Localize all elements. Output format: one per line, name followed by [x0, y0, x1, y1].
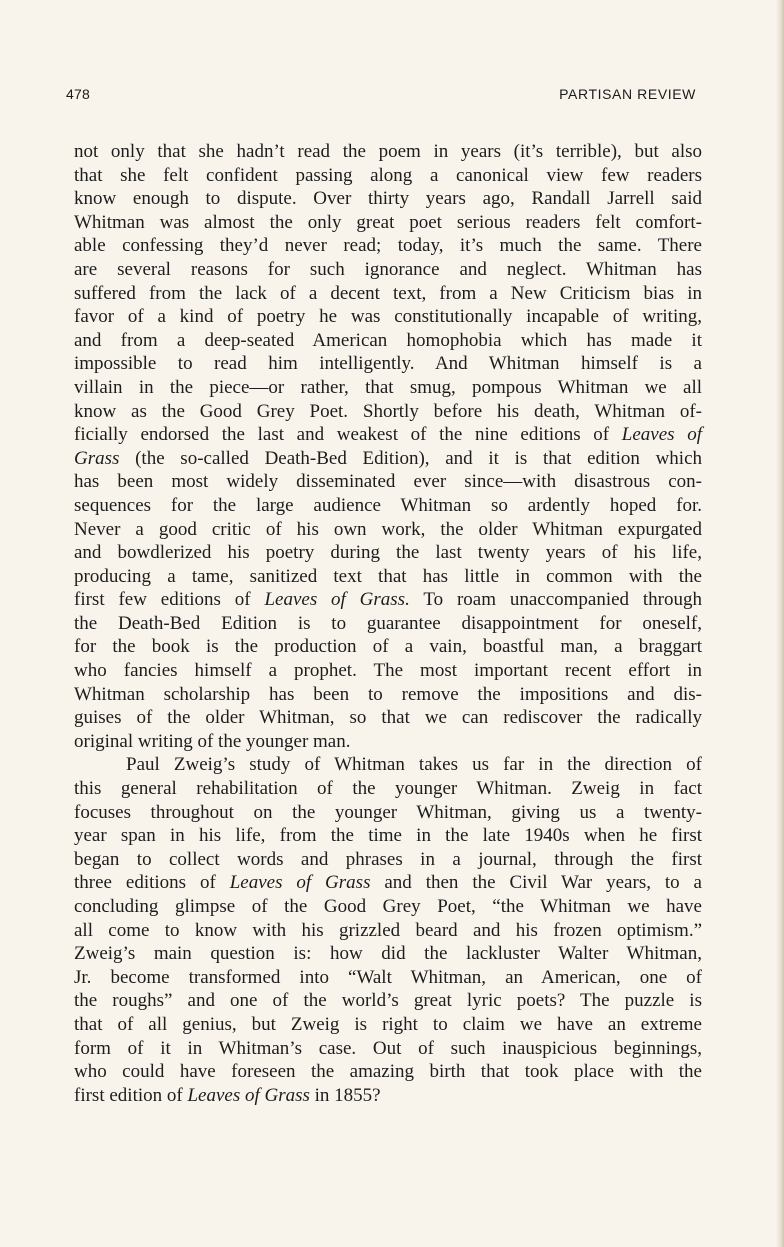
text-line: [74, 588, 702, 612]
text-line: [74, 470, 702, 494]
text-segment: villain in the piece—or rather, that smug, pompous Whitman we all: [74, 376, 702, 398]
text-line: [74, 1060, 702, 1084]
text-segment: ficially endorsed the last and weakest of the nine editions of: [74, 424, 622, 446]
text-line: [74, 423, 702, 447]
text-line: [74, 282, 702, 306]
text-line: [74, 777, 702, 801]
text-segment: first few editions of: [74, 589, 265, 611]
text-segment: that she felt confident passing along a canonical view few readers: [74, 164, 702, 186]
page-header: [66, 86, 696, 106]
text-segment: who could have foreseen the amazing birth that took place with the: [74, 1061, 702, 1083]
text-segment: guises of the older Whitman, so that we can rediscover the radically: [74, 707, 702, 729]
italic-title: Leaves of: [621, 424, 702, 446]
italic-title: Leaves of Grass.: [264, 589, 410, 611]
text-line: [74, 541, 702, 565]
text-segment: know enough to dispute. Over thirty years ago, Randall Jarrell said: [74, 188, 702, 210]
text-segment: year span in his life, from the time in the late 1940s when he first: [74, 825, 702, 847]
text-segment: has been most widely disseminated ever since—with disastrous con-: [74, 471, 702, 493]
text-segment: know as the Good Grey Poet. Shortly before his death, Whitman of-: [74, 400, 702, 422]
text-segment: not only that she hadn’t read the poem in years (it’s terrible), but also: [74, 141, 702, 162]
text-line: [74, 801, 702, 825]
text-line: [74, 706, 702, 730]
text-line: [74, 494, 702, 518]
paragraph: [74, 753, 702, 1107]
text-line: [74, 895, 702, 919]
text-segment: favor of a kind of poetry he was constitutionally incapable of writing,: [74, 306, 702, 328]
text-segment: able confessing they’d never read; today, it’s much the same. There: [74, 235, 702, 257]
text-line: [74, 871, 702, 895]
text-line: [74, 989, 702, 1013]
text-line: [74, 635, 702, 659]
text-line: [74, 753, 702, 777]
text-segment: who fancies himself a prophet. The most important recent effort in: [74, 660, 702, 682]
text-line: [74, 1013, 702, 1037]
text-line: [74, 659, 702, 683]
text-line: [74, 258, 702, 282]
text-segment: producing a tame, sanitized text that has little in common with the: [74, 565, 702, 587]
text-line: [74, 919, 702, 943]
text-segment: form of it in Whitman’s case. Out of such inauspicious beginnings,: [74, 1037, 702, 1059]
text-segment: Zweig’s main question is: how did the lackluster Walter Whitman,: [74, 943, 702, 965]
text-segment: the Death-Bed Edition is to guarantee disappointment for oneself,: [74, 612, 702, 634]
text-segment: the roughs” and one of the world’s great lyric poets? The puzzle is: [74, 990, 702, 1012]
text-segment: this general rehabilitation of the younger Whitman. Zweig in fact: [74, 778, 702, 800]
text-line: [74, 683, 702, 707]
italic-title: Grass: [74, 447, 120, 469]
text-line: [74, 518, 702, 542]
text-segment: first edition of: [74, 1084, 188, 1106]
text-line: [74, 848, 702, 872]
text-segment: began to collect words and phrases in a journal, through the first: [74, 848, 702, 870]
running-head: PARTISAN REVIEW: [559, 86, 696, 102]
text-segment: in 1855?: [309, 1084, 381, 1106]
text-segment: focuses throughout on the younger Whitman, giving us a twenty-: [74, 801, 702, 823]
text-segment: that of all genius, but Zweig is right to claim we have an extreme: [74, 1013, 702, 1035]
text-line: [74, 824, 702, 848]
text-segment: and bowdlerized his poetry during the last twenty years of his life,: [74, 542, 702, 564]
italic-title: Leaves of Grass: [229, 872, 371, 894]
text-segment: three editions of: [74, 872, 230, 894]
text-line: [74, 966, 702, 990]
text-line: [74, 211, 702, 235]
text-line: [74, 1037, 702, 1061]
text-segment: concluding glimpse of the Good Grey Poet, “the Whitman we have: [74, 896, 702, 917]
text-line: [74, 612, 702, 636]
text-line: [74, 164, 702, 188]
text-segment: and from a deep-seated American homophobia which has made it: [74, 329, 702, 351]
text-segment: sequences for the large audience Whitman so ardently hoped for.: [74, 494, 702, 516]
text-line: [74, 140, 702, 164]
text-line: [74, 942, 702, 966]
text-segment: for the book is the production of a vain, boastful man, a braggart: [74, 636, 702, 658]
text-segment: Paul Zweig’s study of Whitman takes us far in the direction of: [126, 754, 702, 776]
text-segment: are several reasons for such ignorance and neglect. Whitman has: [74, 258, 702, 280]
body-text: [74, 140, 702, 1107]
text-line: [74, 305, 702, 329]
text-segment: original writing of the younger man.: [74, 730, 351, 752]
text-line: [74, 329, 702, 353]
text-segment: Whitman scholarship has been to remove the impositions and dis-: [74, 683, 702, 705]
text-segment: and then the Civil War years, to a: [370, 872, 702, 894]
page-edge: [776, 0, 784, 1247]
text-segment: To roam unaccompanied through: [409, 589, 702, 611]
text-segment: all come to know with his grizzled beard and his frozen optimism.”: [74, 919, 702, 941]
text-segment: (the so-called Death-Bed Edition), and it is that edition which: [119, 447, 702, 469]
page-number: 478: [66, 86, 90, 102]
italic-title: Leaves of Grass: [187, 1084, 310, 1106]
text-line: [74, 234, 702, 258]
text-line: [74, 565, 702, 589]
text-line: [74, 376, 702, 400]
text-line: [74, 1084, 702, 1108]
text-line: [74, 730, 702, 754]
text-segment: impossible to read him intelligently. And Whitman himself is a: [74, 353, 702, 375]
text-segment: Jr. become transformed into “Walt Whitman, an American, one of: [74, 966, 702, 988]
text-line: [74, 400, 702, 424]
text-line: [74, 447, 702, 471]
text-segment: Never a good critic of his own work, the older Whitman expurgated: [74, 518, 702, 540]
paragraph: [74, 140, 702, 753]
text-segment: Whitman was almost the only great poet serious readers felt comfort-: [74, 211, 702, 233]
text-line: [74, 187, 702, 211]
text-line: [74, 352, 702, 376]
text-segment: suffered from the lack of a decent text, from a New Criticism bias in: [74, 282, 702, 304]
